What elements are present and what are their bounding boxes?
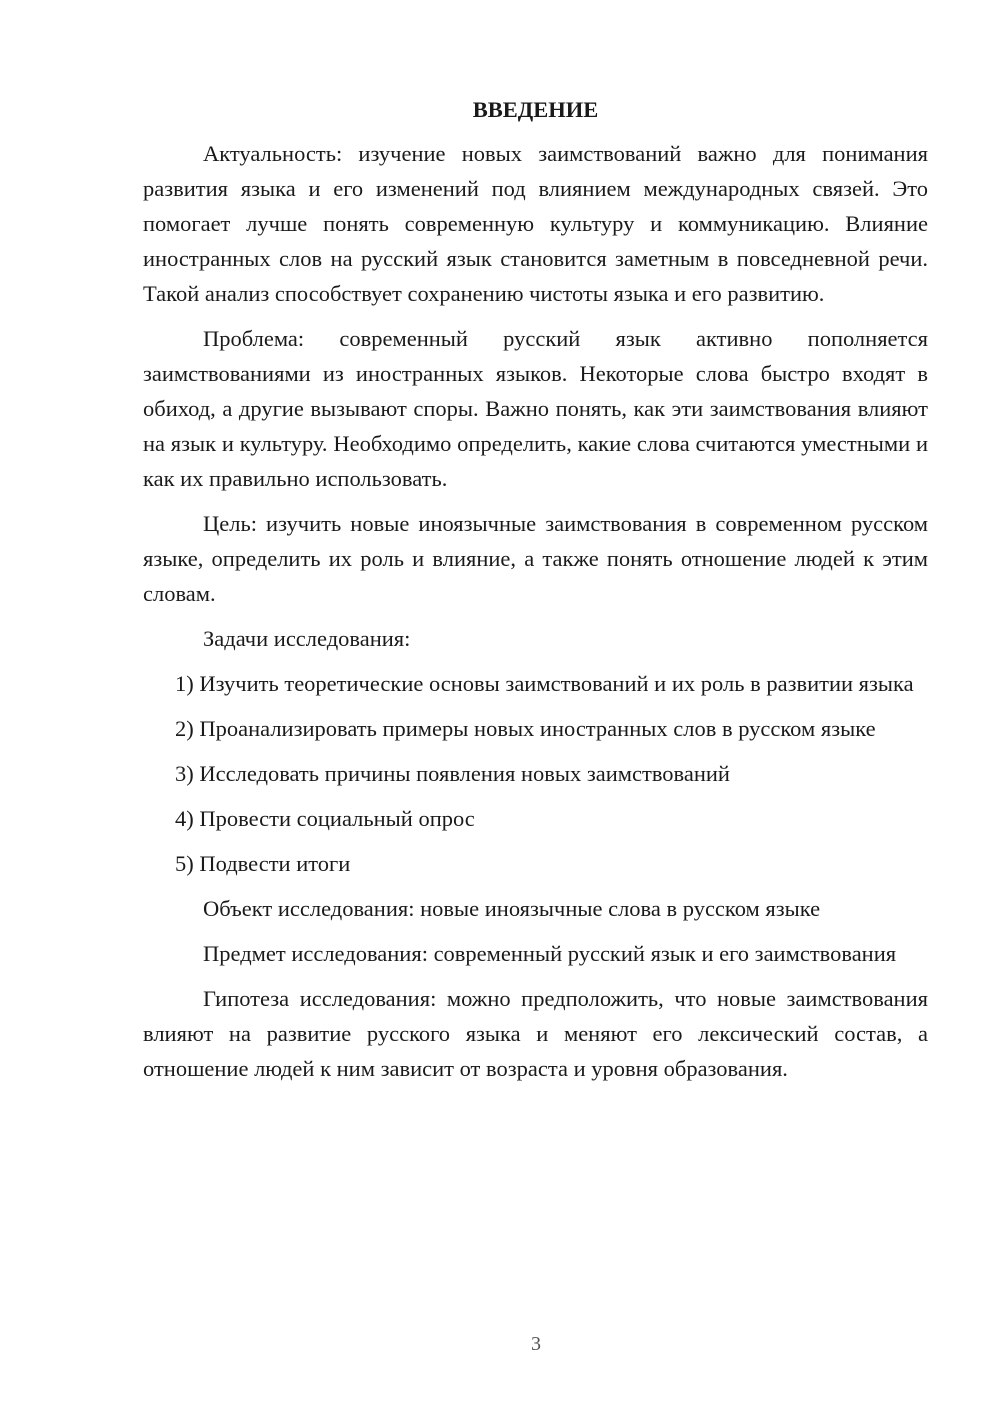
list-item: 5) Подвести итоги	[175, 851, 351, 876]
paragraph-subject: Предмет исследования: современный русский язык и его заимствования	[203, 941, 897, 966]
list-item: 1) Изучить теоретические основы заимствований и их роль в развитии языка	[175, 671, 914, 696]
document-title: ВВЕДЕНИЕ	[472, 97, 599, 122]
list-item: 2) Проанализировать примеры новых иностранных слов в русском языке	[175, 716, 876, 741]
paragraph-hypothesis: Гипотеза исследования: можно предположить, что новые заимствования влияют на развитие русского языка и меняют его лексический состав, а отношение людей к ним зависит от возраста и уровня образования.	[143, 986, 928, 1081]
document-page	[143, 92, 928, 1096]
tasks-heading: Задачи исследования:	[203, 626, 411, 651]
page-number: 3	[531, 1333, 541, 1355]
paragraph-goal: Цель: изучить новые иноязычные заимствования в современном русском языке, определить их роль и влияние, а также понять отношение людей к этим словам.	[143, 511, 928, 606]
list-item: 4) Провести социальный опрос	[175, 806, 475, 831]
paragraph-problem: Проблема: современный русский язык активно пополняется заимствованиями из иностранных языков. Некоторые слова быстро входят в обиход, а другие вызывают споры. Важно понять, как эти заимствования влияют на язык и культуру. Необходимо определить, какие слова считаются уместными и как их правильно использовать.	[143, 326, 928, 491]
paragraph-relevance: Актуальность: изучение новых заимствований важно для понимания развития языка и его изменений под влиянием международных связей. Это помогает лучше понять современную культуру и коммуникацию. Влияние иностранных слов на русский язык становится заметным в повседневной речи. Такой анализ способствует сохранению чистоты языка и его развитию.	[143, 141, 928, 306]
paragraph-object: Объект исследования: новые иноязычные слова в русском языке	[203, 896, 821, 921]
tasks-list	[143, 666, 928, 881]
list-item: 3) Исследовать причины появления новых заимствований	[175, 761, 730, 786]
